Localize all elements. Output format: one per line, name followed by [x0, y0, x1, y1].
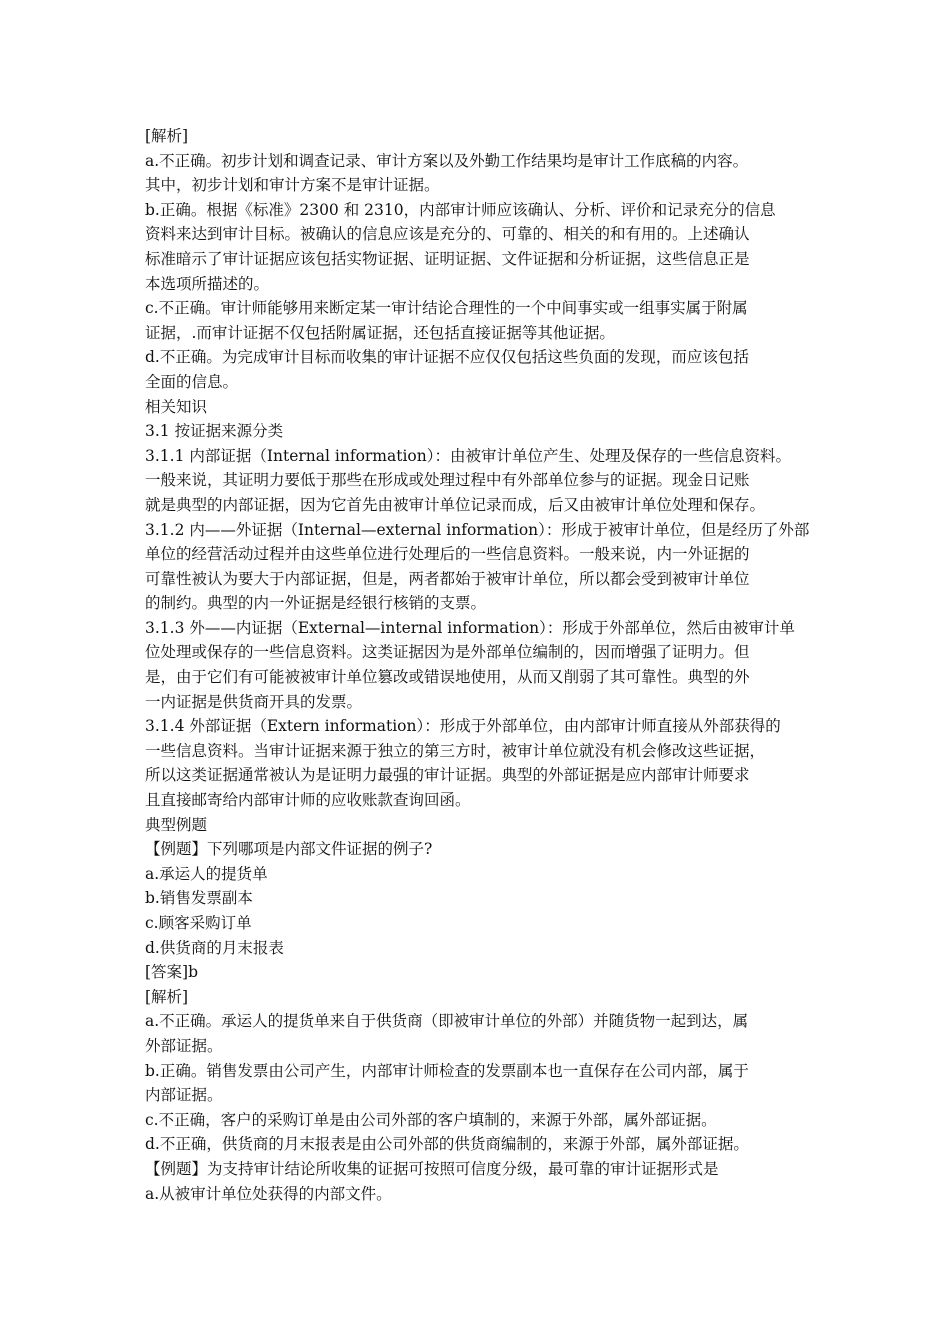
text-line: 3.1.4 外部证据（Extern information）：形成于外部单位，由内部审计师直接从外部获得的: [145, 717, 781, 736]
text-line: 相关知识: [145, 397, 208, 416]
text-line: 【例题】为支持审计结论所收集的证据可按照可信度分级，最可靠的审计证据形式是: [145, 1159, 719, 1178]
text-line: 3.1.3 外——内证据（External—internal information）：形成于外部单位，然后由被审计单: [145, 618, 795, 637]
text-line: [解析]: [145, 127, 189, 145]
text-line: 证据，.而审计证据不仅包括附属证据，还包括直接证据等其他证据。: [145, 323, 615, 342]
text-line: 可靠性被认为要大于内部证据，但是，两者都始于被审计单位，所以都会受到被审计单位: [145, 569, 750, 588]
text-line: a.不正确。承运人的提货单来自于供货商（即被审计单位的外部）并随货物一起到达，属: [145, 1012, 749, 1031]
text-line: 标准暗示了审计证据应该包括实物证据、证明证据、文件证据和分析证据，这些信息正是: [145, 249, 750, 268]
text-line: 资料来达到审计目标。被确认的信息应该是充分的、可靠的、相关的和有用的。上述确认: [145, 225, 750, 244]
text-line: b.正确。根据《标准》2300 和 2310，内部审计师应该确认、分析、评价和记录充分的信息: [145, 200, 776, 219]
text-line: d.不正确。为完成审计目标而收集的审计证据不应仅仅包括这些负面的发现，而应该包括: [145, 348, 749, 367]
text-line: 【例题】下列哪项是内部文件证据的例子?: [145, 840, 433, 859]
text-line: 本选项所描述的。: [145, 274, 270, 293]
text-line: 一些信息资料。当审计证据来源于独立的第三方时，被审计单位就没有机会修改这些证据，: [145, 741, 766, 760]
text-line: b.销售发票副本: [145, 889, 253, 908]
text-line: c.顾客采购订单: [145, 914, 252, 932]
text-line: 3.1 按证据来源分类: [145, 422, 284, 441]
text-line: a.承运人的提货单: [145, 864, 268, 883]
text-line: b.正确。销售发票由公司产生，内部审计师检查的发票副本也一直保存在公司内部，属于: [145, 1061, 749, 1080]
text-line: a.从被审计单位处获得的内部文件。: [145, 1184, 392, 1203]
text-line: 3.1.1 内部证据（Internal information）：由被审计单位产生、处理及保存的一些信息资料。: [145, 446, 791, 465]
text-line: 一般来说，其证明力要低于那些在形成或处理过程中有外部单位参与的证据。现金日记账: [145, 471, 750, 490]
text-line: 位处理或保存的一些信息资料。这类证据因为是外部单位编制的，因而增强了证明力。但: [145, 643, 750, 662]
text-line: 的制约。典型的内一外证据是经银行核销的支票。: [145, 594, 487, 613]
text-line: 典型例题: [145, 815, 208, 834]
text-line: c.不正确。审计师能够用来断定某一审计结论合理性的一个中间事实或一组事实属于附属: [145, 299, 748, 318]
text-line: d.供货商的月末报表: [145, 938, 284, 957]
text-line: 单位的经营活动过程并由这些单位进行处理后的一些信息资料。一般来说，内一外证据的: [145, 545, 750, 564]
text-line: 内部证据。: [145, 1086, 223, 1105]
text-line: c.不正确，客户的采购订单是由公司外部的客户填制的，来源于外部，属外部证据。: [145, 1110, 717, 1129]
text-line: 且直接邮寄给内部审计师的应收账款查询回函。: [145, 791, 471, 810]
text-line: [解析]: [145, 987, 189, 1006]
text-line: 全面的信息。: [145, 372, 239, 391]
text-line: a.不正确。初步计划和调查记录、审计方案以及外勤工作结果均是审计工作底稿的内容。: [145, 151, 749, 170]
text-line: 外部证据。: [145, 1036, 223, 1055]
text-line: [答案]b: [145, 963, 199, 982]
text-line: 其中，初步计划和审计方案不是审计证据。: [145, 176, 440, 195]
document-body: [145, 124, 810, 1206]
text-line: 是，由于它们有可能被被审计单位篡改或错误地使用，从而又削弱了其可靠性。典型的外: [145, 668, 750, 687]
text-line: 所以这类证据通常被认为是证明力最强的审计证据。典型的外部证据是应内部审计师要求: [145, 766, 750, 785]
text-line: d.不正确，供货商的月末报表是由公司外部的供货商编制的，来源于外部，属外部证据。: [145, 1135, 749, 1154]
text-line: 就是典型的内部证据，因为它首先由被审计单位记录而成，后又由被审计单位处理和保存。: [145, 495, 766, 514]
text-line: 3.1.2 内——外证据（Internal—external information）：形成于被审计单位，但是经历了外部: [145, 520, 810, 539]
text-line: 一内证据是供货商开具的发票。: [145, 692, 363, 711]
